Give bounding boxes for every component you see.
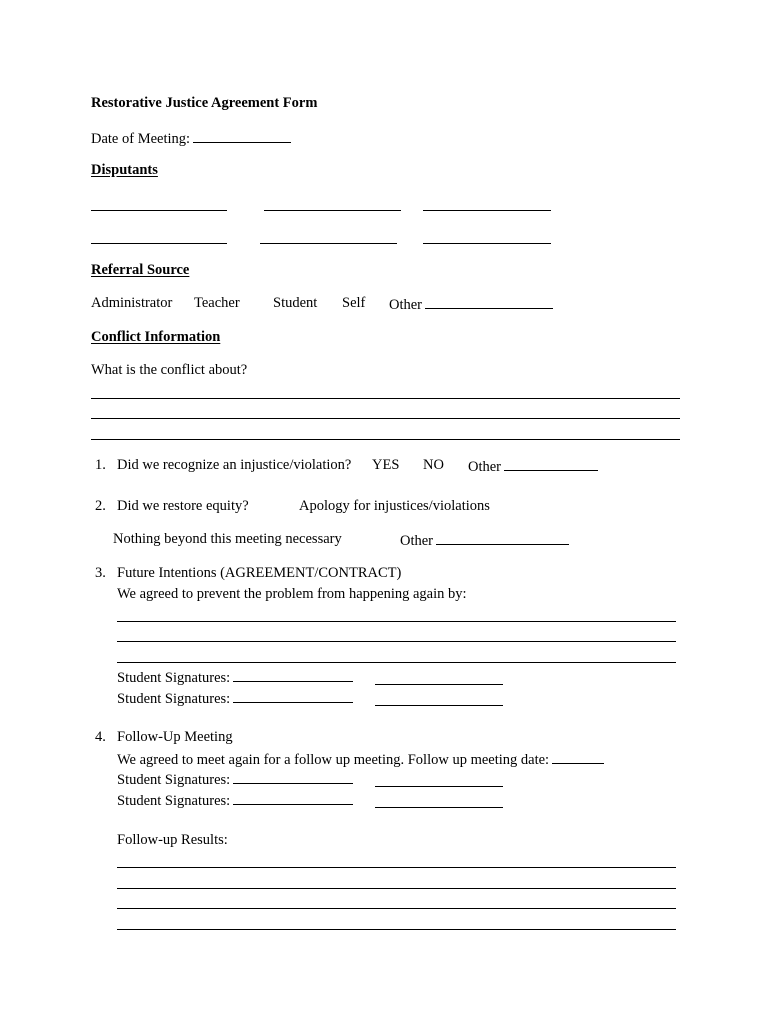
referral-option-other — [389, 294, 553, 314]
referral-other-field[interactable] — [425, 294, 553, 309]
q1-other-option — [468, 456, 598, 476]
signature-field[interactable] — [233, 667, 353, 682]
referral-option-self[interactable]: Self — [342, 295, 366, 311]
conflict-question: What is the conflict about? — [91, 362, 248, 378]
referral-other-label[interactable]: Other — [389, 297, 423, 313]
q2-number: 2. — [95, 498, 106, 514]
agreement-answer-line[interactable] — [117, 641, 676, 642]
q3-title: Future Intentions (AGREEMENT/CONTRACT) — [117, 565, 402, 581]
q4-title: Follow-Up Meeting — [117, 729, 233, 745]
follow-up-results-line[interactable] — [117, 888, 676, 889]
q4-signature-label: Student Signatures: — [117, 772, 231, 788]
conflict-answer-line[interactable] — [91, 439, 680, 440]
signature-field[interactable] — [375, 684, 503, 685]
referral-option-student[interactable]: Student — [273, 295, 318, 311]
follow-up-results-line[interactable] — [117, 867, 676, 868]
q1-no-option[interactable]: NO — [423, 457, 444, 473]
date-of-meeting-row — [91, 128, 291, 148]
q4-text: We agreed to meet again for a follow up meeting. Follow up meeting date: — [117, 752, 550, 768]
q1-number: 1. — [95, 457, 106, 473]
q2-other-field[interactable] — [436, 530, 569, 545]
follow-up-date-field[interactable] — [552, 749, 604, 764]
q4-signature-label: Student Signatures: — [117, 793, 231, 809]
q2-text: Did we restore equity? — [117, 498, 249, 514]
referral-option-teacher[interactable]: Teacher — [194, 295, 240, 311]
signature-field[interactable] — [233, 688, 353, 703]
date-field[interactable] — [193, 128, 291, 143]
signature-field[interactable] — [375, 807, 503, 808]
disputant-field[interactable] — [91, 243, 227, 244]
q3-signature-row — [117, 688, 353, 708]
disputants-heading: Disputants — [91, 162, 158, 178]
conflict-answer-line[interactable] — [91, 398, 680, 399]
q4-signature-row — [117, 769, 353, 789]
q3-signature-row — [117, 667, 353, 687]
follow-up-results-line[interactable] — [117, 908, 676, 909]
q3-signature-label: Student Signatures: — [117, 691, 231, 707]
disputant-field[interactable] — [260, 243, 397, 244]
agreement-answer-line[interactable] — [117, 621, 676, 622]
q2-nothing-option[interactable]: Nothing beyond this meeting necessary — [113, 531, 342, 547]
follow-up-results-line[interactable] — [117, 929, 676, 930]
q1-other-field[interactable] — [504, 456, 598, 471]
signature-field[interactable] — [375, 705, 503, 706]
disputant-field[interactable] — [91, 210, 227, 211]
form-title: Restorative Justice Agreement Form — [91, 95, 318, 111]
signature-field[interactable] — [375, 786, 503, 787]
referral-option-administrator[interactable]: Administrator — [91, 295, 173, 311]
disputant-field[interactable] — [423, 243, 551, 244]
follow-up-results-label: Follow-up Results: — [117, 832, 228, 848]
disputant-field[interactable] — [423, 210, 551, 211]
q3-number: 3. — [95, 565, 106, 581]
q4-number: 4. — [95, 729, 106, 745]
referral-source-heading: Referral Source — [91, 262, 190, 278]
q3-text: We agreed to prevent the problem from happening again by: — [117, 586, 467, 602]
agreement-answer-line[interactable] — [117, 662, 676, 663]
disputant-field[interactable] — [264, 210, 401, 211]
q2-other-option — [400, 530, 569, 550]
q4-signature-row — [117, 790, 353, 810]
signature-field[interactable] — [233, 790, 353, 805]
q1-text: Did we recognize an injustice/violation? — [117, 457, 352, 473]
conflict-information-heading: Conflict Information — [91, 329, 221, 345]
q2-other-label[interactable]: Other — [400, 533, 434, 549]
q1-other-label[interactable]: Other — [468, 459, 502, 475]
q4-text-row — [117, 749, 604, 769]
conflict-answer-line[interactable] — [91, 418, 680, 419]
q3-signature-label: Student Signatures: — [117, 670, 231, 686]
q1-yes-option[interactable]: YES — [372, 457, 400, 473]
q2-apology-option[interactable]: Apology for injustices/violations — [299, 498, 490, 514]
date-label: Date of Meeting: — [91, 131, 191, 147]
signature-field[interactable] — [233, 769, 353, 784]
